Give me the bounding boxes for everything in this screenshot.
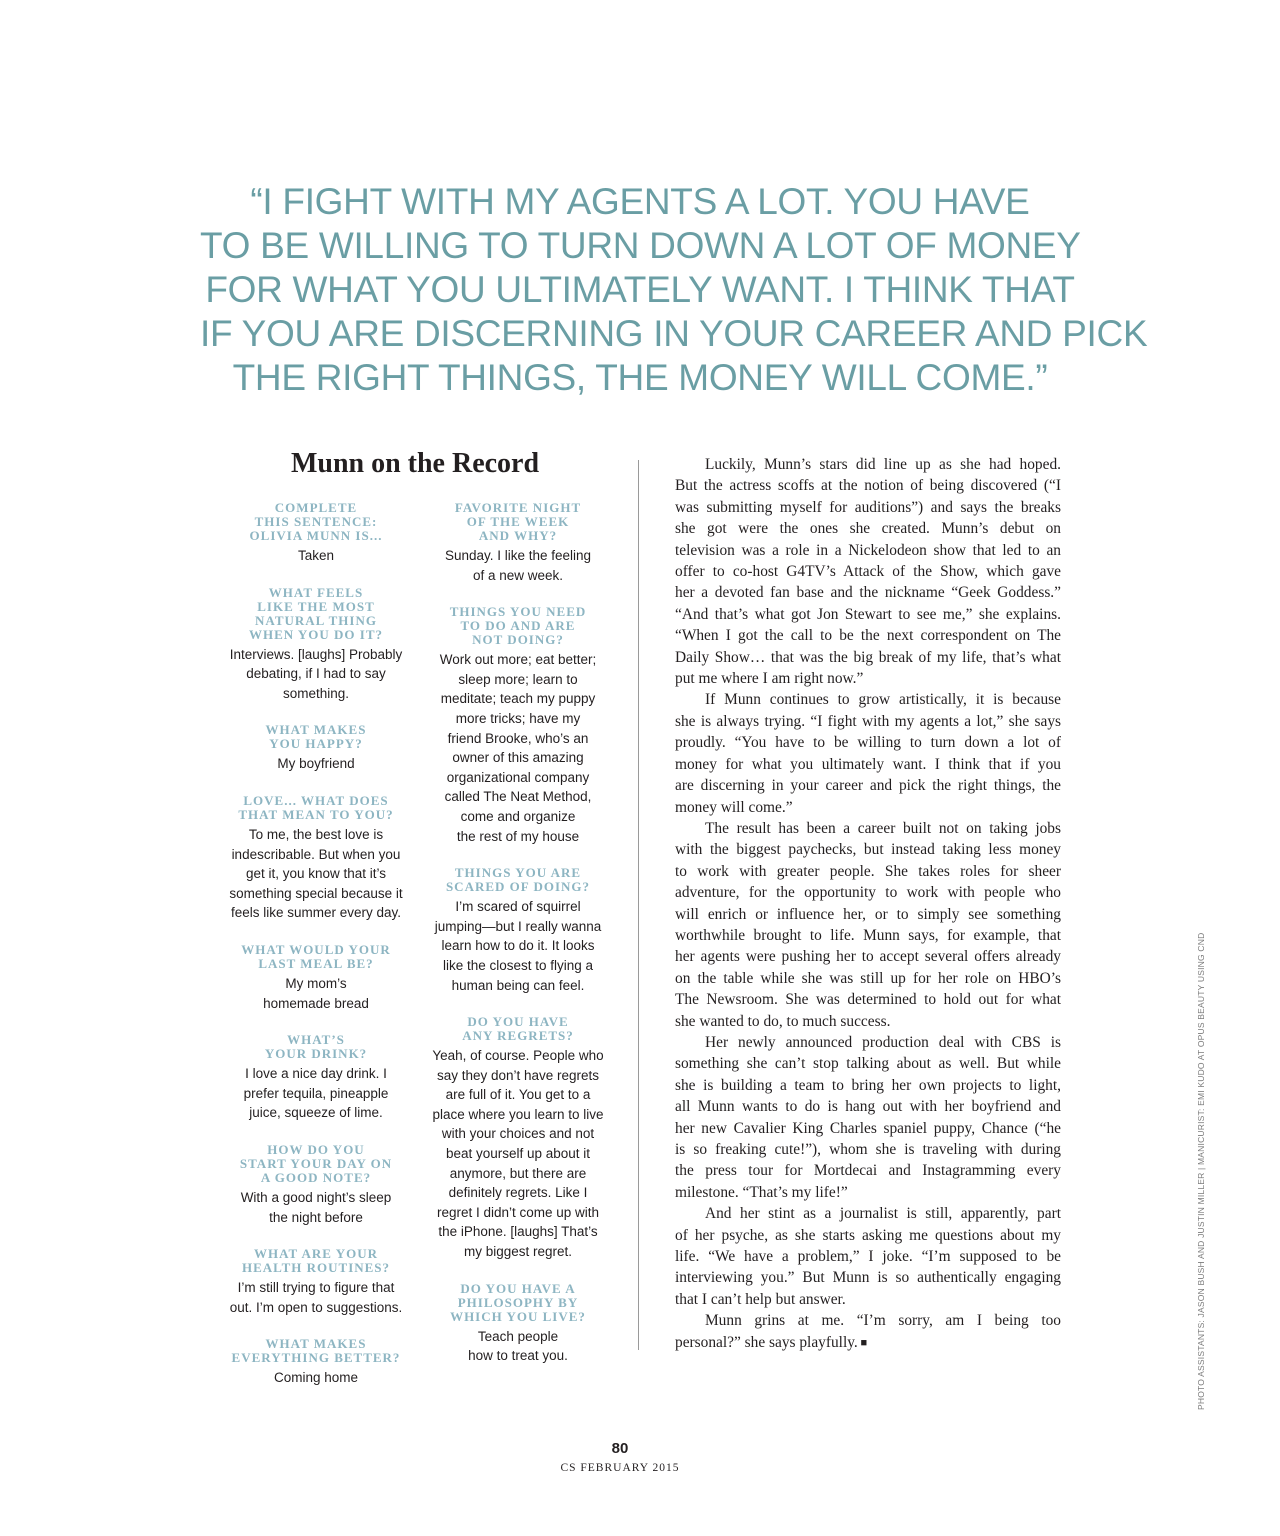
qa-answer [218, 645, 414, 704]
article-line: of her psyche, as she starts asking me questions about my [675, 1226, 1061, 1244]
article-line: But the actress scoffs at the notion of being discovered (“I [675, 477, 1061, 495]
article-line: proudly. “You have to be willing to turn down a lot of [675, 734, 1061, 752]
qa-question-line: THAT MEAN TO YOU? [238, 806, 394, 822]
article-line: she wanted to do, to much success. [675, 1012, 891, 1030]
qa-answer-line: meditate; teach my puppy [440, 691, 596, 707]
qa-answer [218, 1188, 414, 1227]
qa-answer-line: the rest of my house [456, 828, 580, 844]
article-line: offer to co-host G4TV’s Attack of the Show, which gave [675, 563, 1061, 581]
page-number: 80 [611, 1440, 629, 1457]
qa-question-line: AND WHY? [478, 528, 558, 543]
qa-item [218, 1033, 414, 1123]
qa-question-line: OLIVIA MUNN IS... [249, 528, 383, 543]
qa-question [218, 1143, 414, 1185]
qa-item [218, 1337, 414, 1388]
qa-answer-line: My mom’s [285, 975, 347, 991]
qa-question [218, 586, 414, 642]
qa-answer [218, 1064, 414, 1123]
article-line: interviewing you.” But Munn is so authentically engaging [675, 1269, 1061, 1287]
qa-question [218, 723, 414, 751]
qa-answer-line: with your choices and not [441, 1126, 595, 1142]
qa-item [218, 723, 414, 774]
qa-answer-line: To me, the best love is [248, 826, 384, 842]
qa-question-line: SCARED OF DOING? [445, 879, 591, 895]
article-line: life. “We have a problem,” I joke. “I’m supposed to be [675, 1248, 1061, 1266]
photo-credits: PHOTO ASSISTANTS: JASON BUSH AND JUSTIN MILLER | MANICURIST: EMI KUDO AT OPUS BEAUTY USING CND [1196, 932, 1206, 1410]
qa-answer-line: Coming home [273, 1370, 359, 1386]
qa-answer-line: debating, if I had to say [246, 666, 386, 682]
qa-answer-line: sleep more; learn to [458, 671, 578, 687]
qa-answer-line: beat yourself up about it [445, 1146, 591, 1162]
article-line: she is always trying. “I fight with my agents a lot,” she says [675, 712, 1061, 730]
qa-item [420, 866, 616, 995]
qa-answer-line: I’m still trying to figure that [237, 1280, 395, 1296]
article-line: on the table while she was still up for her role on HBO’s [675, 969, 1061, 987]
qa-item [218, 943, 414, 1013]
qa-question-line: WHAT’S [287, 1032, 345, 1048]
qa-question-line: WHAT WOULD YOUR [241, 941, 391, 957]
qa-answer-line: Taken [297, 548, 335, 563]
qa-question-line: DO YOU HAVE [467, 1014, 569, 1030]
qa-question-line: WHICH YOU LIVE? [450, 1308, 586, 1324]
qa-question-line: FAVORITE NIGHT [454, 500, 582, 515]
article-line: something she can’t stop talking about as well. But while [675, 1055, 1061, 1073]
qa-question-line: EVERYTHING BETTER? [231, 1350, 401, 1366]
qa-item [420, 501, 616, 585]
qa-item [218, 794, 414, 923]
qa-answer [420, 1327, 616, 1366]
qa-answer-line: I’m scared of squirrel [455, 899, 581, 915]
qa-question-line: NATURAL THING [255, 612, 377, 628]
qa-answer [218, 546, 414, 566]
qa-question [420, 605, 616, 647]
pull-quote-line: TO BE WILLING TO TURN DOWN A LOT OF MONEY [200, 225, 1081, 266]
qa-question [218, 1337, 414, 1365]
qa-answer-line: Work out more; eat better; [439, 652, 597, 668]
qa-question-line: YOUR DRINK? [264, 1046, 368, 1062]
qa-answer [218, 1368, 414, 1388]
article-body [675, 454, 1061, 1354]
article-line: are discerning in your career and pick the right things, the [675, 777, 1061, 795]
pull-quote-line: FOR WHAT YOU ULTIMATELY WANT. I THINK THAT [205, 269, 1075, 310]
qa-answer [420, 897, 616, 995]
qa-question-line: WHAT MAKES [265, 722, 367, 738]
qa-answer-line: get it, you know that it’s [245, 866, 387, 882]
qa-question [218, 1247, 414, 1275]
column-divider [638, 460, 639, 1350]
article-line: Daily Show… that was the big break of my life, that’s what [675, 648, 1061, 666]
article-line: that I can’t help but answer. [675, 1290, 846, 1308]
article-line: her agents were pushing her to accept several offers already [675, 948, 1061, 966]
qa-question-line: WHEN YOU DO IT? [248, 626, 384, 642]
qa-answer-line: human being can feel. [451, 977, 585, 993]
pull-quote-line: IF YOU ARE DISCERNING IN YOUR CAREER AND PICK [200, 313, 1148, 354]
qa-answer-line: juice, squeeze of lime. [249, 1105, 383, 1121]
qa-question-line: YOU HAPPY? [269, 736, 363, 752]
qa-question-line: COMPLETE [274, 500, 358, 515]
pull-quote-line: THE RIGHT THINGS, THE MONEY WILL COME.” [232, 357, 1048, 398]
qa-question-line: START YOUR DAY ON [239, 1155, 393, 1171]
article-line: money for what you ultimately want. I think that if you [675, 755, 1061, 773]
qa-question-line: WHAT FEELS [268, 584, 364, 600]
pull-quote-line: “I FIGHT WITH MY AGENTS A LOT. YOU HAVE [250, 181, 1030, 222]
qa-answer-line: something. [282, 685, 350, 701]
qa-question-line: THINGS YOU ARE [454, 865, 582, 881]
qa-answer [420, 546, 616, 585]
qa-answer [218, 1278, 414, 1317]
qa-question-line: THIS SENTENCE: [254, 514, 378, 529]
article-line: “And that’s what got Jon Stewart to see me,” she explains. [675, 605, 1061, 623]
article-line: personal?” she says playfully. ■ [675, 1333, 868, 1351]
qa-answer-line: Interviews. [laughs] Probably [229, 646, 403, 662]
article-line: milestone. “That’s my life!” [675, 1183, 848, 1201]
qa-answer-line: come and organize [460, 808, 576, 824]
qa-item [218, 1143, 414, 1227]
sidebar-right-column [420, 501, 616, 1386]
qa-answer-line: I love a nice day drink. I [245, 1066, 387, 1082]
qa-answer-line: homemade bread [263, 995, 369, 1011]
qa-question-line: WHAT ARE YOUR [254, 1246, 378, 1262]
article-line: put me where I am right now.” [675, 670, 864, 688]
qa-item [420, 1282, 616, 1366]
article-line: is so freaking cute!”), whom she is traveling with during [675, 1141, 1061, 1158]
qa-answer-line: definitely regrets. Like I [448, 1185, 588, 1201]
qa-answer-line: how to treat you. [468, 1348, 568, 1364]
qa-answer [420, 650, 616, 846]
qa-question [420, 1015, 616, 1043]
article-line: Luckily, Munn’s stars did line up as she had hoped. [705, 456, 1061, 473]
qa-answer-line: Yeah, of course. People who [432, 1048, 604, 1064]
qa-question [218, 501, 414, 543]
qa-answer-line: feels like summer every day. [230, 905, 402, 921]
qa-question-line: HOW DO YOU [267, 1141, 365, 1157]
article-line: worthwhile brought to life. Munn says, for example, that [675, 926, 1061, 944]
qa-question-line: PHILOSOPHY BY [457, 1294, 579, 1310]
article-line: was submitting myself for auditions”) and says the breaks [675, 498, 1061, 516]
qa-answer-line: something special because it [229, 885, 403, 901]
qa-answer-line: indescribable. But when you [231, 846, 401, 862]
qa-answer-line: jumping—but I really wanna [434, 918, 602, 934]
qa-question-line: THINGS YOU NEED [449, 604, 587, 620]
qa-answer-line: organizational company [446, 769, 590, 785]
qa-question-line: HEALTH ROUTINES? [241, 1260, 391, 1276]
sidebar-left-column [218, 501, 414, 1408]
article-line: her new Cavalier King Charles spaniel puppy, Chance (“he [675, 1119, 1061, 1137]
article-line: all Munn wants to do is hang out with her boyfriend and [675, 1098, 1061, 1116]
article-line: Munn grins at me. “I’m sorry, am I being too [705, 1312, 1061, 1330]
qa-question-line: WHAT MAKES [265, 1336, 367, 1352]
qa-answer-line: anymore, but there are [449, 1165, 587, 1181]
qa-answer [420, 1046, 616, 1262]
qa-answer-line: my biggest regret. [463, 1244, 573, 1260]
qa-question [218, 943, 414, 971]
qa-answer-line: say they don’t have regrets [436, 1067, 600, 1083]
article-line: she is building a team to bring her own projects to light, [675, 1076, 1061, 1094]
article-line: And her stint as a journalist is still, apparently, part [705, 1205, 1061, 1223]
qa-question [218, 794, 414, 822]
end-mark-icon: ■ [857, 1336, 868, 1349]
qa-question-line: DO YOU HAVE A [460, 1280, 576, 1296]
qa-answer-line: With a good night’s sleep [240, 1189, 392, 1205]
sidebar-title: Munn on the Record [290, 448, 540, 479]
article-line: television was a role in a Nickelodeon show that led to an [675, 541, 1061, 559]
article-line: The result has been a career built not on taking jobs [705, 819, 1061, 837]
pull-quote [200, 180, 1148, 400]
qa-answer-line: the night before [269, 1209, 363, 1225]
qa-answer-line: out. I’m open to suggestions. [229, 1299, 403, 1315]
article-line: If Munn continues to grow artistically, it is because [705, 691, 1061, 709]
qa-answer [218, 825, 414, 923]
article-line: to work with greater people. She takes roles for sheer [675, 862, 1061, 880]
qa-answer-line: regret I didn’t come up with [436, 1204, 600, 1220]
qa-answer-line: My boyfriend [277, 756, 355, 772]
qa-item [420, 605, 616, 846]
qa-answer-line: Sunday. I like the feeling [444, 548, 592, 563]
qa-answer-line: the iPhone. [laughs] That’s [438, 1224, 598, 1240]
article-line: adventure, for the opportunity to work with people who [675, 884, 1061, 902]
article-line: she got were the ones she created. Munn’s debut on [675, 520, 1061, 538]
article-line: The Newsroom. She was determined to hold out for what [675, 991, 1061, 1009]
qa-item [218, 586, 414, 704]
qa-question-line: NOT DOING? [472, 632, 564, 648]
article-line: will enrich or influence her, or to simply see something [675, 905, 1061, 923]
qa-answer-line: of a new week. [472, 567, 564, 583]
qa-answer-line: called The Neat Method, [444, 789, 592, 805]
qa-question-line: LOVE... WHAT DOES [243, 792, 389, 808]
article-line: her a devoted fan base and the nickname “Geek Goddess.” [675, 584, 1061, 602]
qa-item [420, 1015, 616, 1262]
qa-answer [218, 754, 414, 774]
article-line: “When I got the call to be the next correspondent on The [675, 627, 1061, 645]
article-line: the press tour for Mortdecai and Instagramming every [675, 1162, 1061, 1180]
qa-question-line: ANY REGRETS? [462, 1028, 574, 1044]
article-line: Her newly announced production deal with CBS is [705, 1033, 1061, 1051]
qa-question-line: TO DO AND ARE [460, 618, 576, 634]
qa-answer-line: friend Brooke, who’s an [447, 730, 589, 746]
issue-line: CS FEBRUARY 2015 [560, 1462, 680, 1474]
qa-question-line: OF THE WEEK [466, 514, 570, 529]
qa-question-line: A GOOD NOTE? [260, 1169, 372, 1185]
article-line: with the biggest paychecks, but instead taking less money [675, 841, 1061, 859]
qa-answer-line: more tricks; have my [455, 710, 581, 726]
qa-question [420, 866, 616, 894]
qa-answer-line: like the closest to flying a [442, 957, 594, 973]
qa-question [218, 1033, 414, 1061]
qa-answer-line: are full of it. You get to a [445, 1087, 591, 1103]
qa-question [420, 501, 616, 543]
qa-item [218, 501, 414, 566]
qa-answer-line: owner of this amazing [452, 750, 584, 766]
qa-answer-line: learn how to do it. It looks [441, 938, 595, 954]
qa-answer-line: Teach people [477, 1328, 559, 1344]
qa-question-line: LAST MEAL BE? [258, 955, 374, 971]
qa-question-line: LIKE THE MOST [257, 598, 375, 614]
qa-answer [218, 974, 414, 1013]
qa-question [420, 1282, 616, 1324]
article-line: money will come.” [675, 798, 793, 816]
qa-answer-line: prefer tequila, pineapple [243, 1085, 389, 1101]
qa-item [218, 1247, 414, 1317]
qa-answer-line: place where you learn to live [432, 1106, 604, 1122]
